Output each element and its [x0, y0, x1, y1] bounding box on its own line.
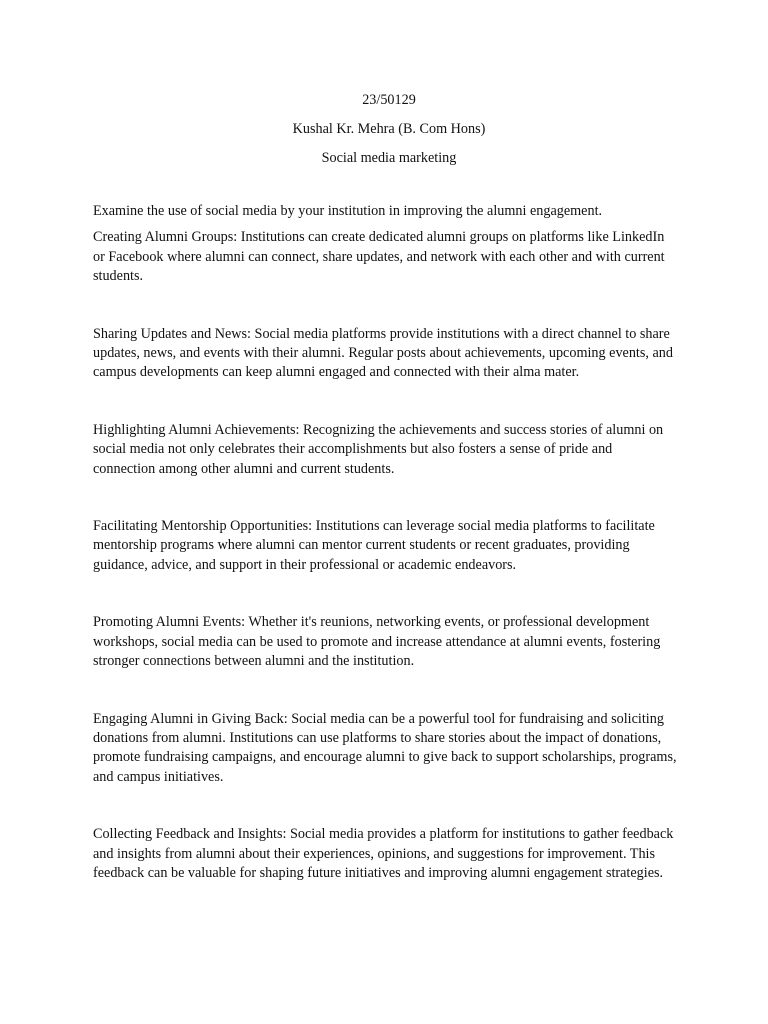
student-name: Kushal Kr. Mehra (B. Com Hons) — [292, 121, 486, 137]
document-body — [93, 202, 678, 883]
subject-title: Social media marketing — [321, 150, 457, 166]
question-text: Examine the use of social media by your institution in improving the alumni engagement. — [93, 203, 603, 219]
paragraph-highlighting-achievements: Highlighting Alumni Achievements: Recognizing the achievements and success stories of alumni on social media not only celebrates their accomplishments but also fosters a sense of pride and connection among other alumni and current students. — [93, 421, 664, 477]
paragraph-mentorship: Facilitating Mentorship Opportunities: Institutions can leverage social media platforms to facilitate mentorship programs where alumni can mentor current students or recent graduates, providing guidance, advice, and support in their professional or academic endeavors. — [93, 518, 655, 573]
paragraph-promoting-events: Promoting Alumni Events: Whether it's reunions, networking events, or professional development workshops, social media can be used to promote and increase attendance at alumni events, fostering stronger connections between alumni and the institution. — [93, 614, 661, 670]
document-header — [0, 86, 768, 173]
paragraph-creating-alumni-groups: Creating Alumni Groups: Institutions can create dedicated alumni groups on platforms like LinkedIn or Facebook where alumni can connect, share updates, and network with each other and with current students. — [93, 229, 665, 285]
roll-number: 23/50129 — [362, 92, 416, 108]
paragraph-giving-back: Engaging Alumni in Giving Back: Social media can be a powerful tool for fundraising and soliciting donations from alumni. Institutions can use platforms to share stories about the impact of donations, promote fundraising campaigns, and encourage alumni to give back to support scholarships, programs, and campus initiatives. — [93, 710, 677, 785]
paragraph-collecting-feedback: Collecting Feedback and Insights: Social media provides a platform for institutions to gather feedback and insights from alumni about their experiences, opinions, and suggestions for improvement. This feedback can be valuable for shaping future initiatives and improving alumni engagement strategies. — [93, 826, 674, 881]
paragraph-sharing-updates: Sharing Updates and News: Social media platforms provide institutions with a direct channel to share updates, news, and events with their alumni. Regular posts about achievements, upcoming events, and campus developments can keep alumni engaged and connected with their alma mater. — [93, 325, 673, 381]
